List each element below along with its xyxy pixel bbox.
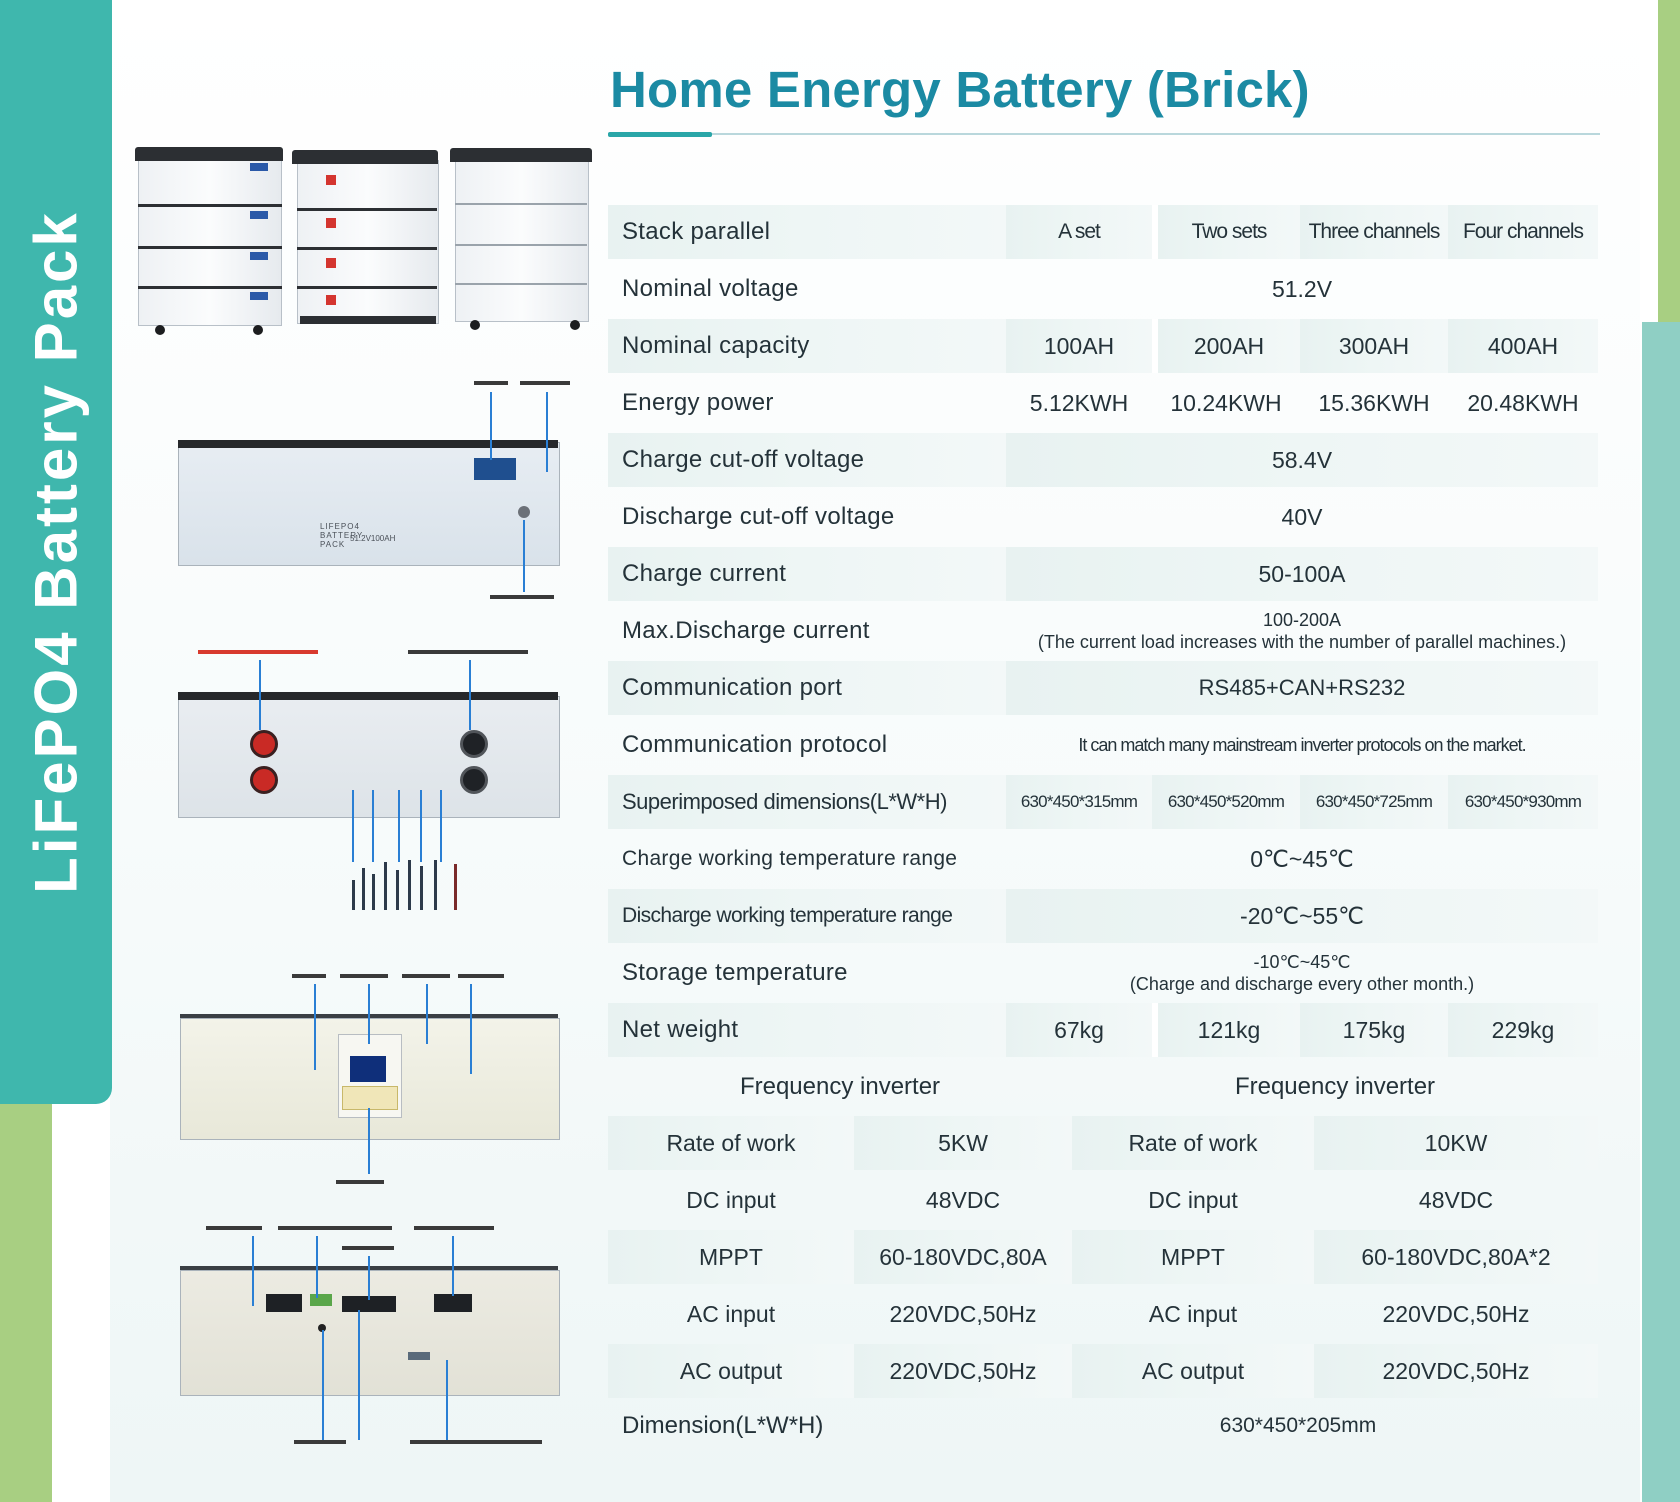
row-label: Nominal capacity — [608, 319, 1006, 373]
battery-stack-top — [135, 147, 283, 161]
label-bar — [434, 860, 437, 910]
callout-line — [523, 520, 525, 592]
wheel — [253, 325, 263, 335]
lcd-display — [250, 163, 268, 171]
module-divider — [297, 208, 437, 211]
callout-line — [314, 984, 316, 1070]
inverter-header-row — [608, 1061, 1598, 1113]
inverter-title-left: Frequency inverter — [739, 1073, 941, 1100]
callout-line — [470, 984, 472, 1074]
module-divider — [297, 247, 437, 250]
row-label: MPPT — [608, 1230, 854, 1284]
row-label: DC input — [686, 1186, 776, 1213]
negative-terminal — [460, 766, 488, 794]
inverter-title-right: Frequency inverter — [1234, 1073, 1436, 1100]
cell-value: 15.36KWH — [1318, 389, 1430, 416]
callout-line — [368, 984, 370, 1044]
module-divider — [297, 286, 437, 289]
cell-value: 10.24KWH — [1170, 389, 1282, 416]
wheel — [470, 320, 480, 330]
row-label: Charge current — [608, 547, 1006, 601]
left-green-strip — [0, 1080, 52, 1502]
callout-label — [292, 974, 326, 978]
callout-line — [426, 984, 428, 1044]
table-row — [608, 262, 1598, 316]
callout-label — [206, 1226, 262, 1230]
cell-value: 220VDC,50Hz — [889, 1300, 1037, 1327]
front-label-1: LIFEPO4 BATTERY PACK — [320, 522, 364, 549]
cell-value: 5.12KWH — [1029, 389, 1129, 416]
table-row — [608, 1344, 1598, 1398]
table-row — [608, 319, 1598, 373]
cell-value: 630*450*930mm — [1448, 775, 1598, 829]
cell-value-main: -10℃~45℃ — [1253, 952, 1351, 972]
cell-value: 58.4V — [1006, 433, 1598, 487]
callout-label — [198, 650, 318, 654]
callout-line — [316, 1236, 318, 1298]
cell-value: 630*450*315mm — [1006, 775, 1152, 829]
table-row — [608, 604, 1598, 658]
row-label: Rate of work — [608, 1116, 854, 1170]
cell-value: 121kg — [1152, 1003, 1300, 1057]
row-label: Superimposed dimensions(L*W*H) — [608, 775, 1006, 829]
cell-value: RS485+CAN+RS232 — [1006, 661, 1598, 715]
row-label: Max.Discharge current — [622, 617, 870, 644]
cell-value: 60-180VDC,80A — [854, 1230, 1072, 1284]
cell-value: 5KW — [854, 1116, 1072, 1170]
callout-line — [446, 1360, 448, 1440]
callout-label — [490, 595, 554, 599]
cell-value: 220VDC,50Hz — [1382, 1300, 1530, 1327]
page-title: Home Energy Battery (Brick) — [610, 61, 1310, 118]
callout-label — [336, 1180, 384, 1184]
positive-terminal — [250, 766, 278, 794]
table-row — [608, 376, 1598, 430]
port-callout-labels — [350, 860, 462, 910]
wheel — [155, 325, 165, 335]
cell-value: 48VDC — [1418, 1186, 1494, 1213]
table-row — [608, 832, 1598, 886]
cell-value: Two sets — [1152, 205, 1300, 259]
module-divider — [455, 203, 587, 205]
table-row — [608, 718, 1598, 772]
module-divider — [138, 286, 282, 289]
row-label: DC input — [1148, 1186, 1238, 1213]
cell-value: -20℃~55℃ — [1006, 889, 1598, 943]
red-terminal — [326, 258, 336, 268]
cell-value: 175kg — [1300, 1003, 1448, 1057]
table-row — [608, 1116, 1598, 1170]
right-green-strip — [1658, 0, 1680, 322]
title-rule — [608, 133, 1600, 135]
cell-value: 51.2V — [1271, 275, 1333, 302]
module-divider — [455, 283, 587, 285]
lcd-display — [250, 292, 268, 300]
battery-stack-top — [292, 150, 438, 164]
cell-value: 400AH — [1448, 319, 1598, 373]
cell-value: 67kg — [1006, 1003, 1152, 1057]
inverter-lcd — [350, 1056, 386, 1082]
row-label: Discharge cut-off voltage — [622, 503, 895, 530]
module-divider — [455, 244, 587, 246]
cell-value: 630*450*725mm — [1300, 775, 1448, 829]
lcd-display — [250, 211, 268, 219]
callout-line — [259, 660, 261, 730]
battery-stack-image — [138, 156, 282, 326]
cell-value: 220VDC,50Hz — [854, 1344, 1072, 1398]
cell-value-note: (Charge and discharge every other month.) — [1129, 974, 1475, 994]
side-title: LiFePO4 Battery Pack — [22, 210, 90, 894]
callout-label — [458, 974, 504, 978]
inverter-buttons — [342, 1086, 398, 1110]
cell-value: 20.48KWH — [1467, 389, 1579, 416]
right-teal-strip — [1642, 322, 1680, 1502]
cell-value: 40V — [1281, 503, 1323, 530]
cell-value: 100AH — [1006, 319, 1152, 373]
cell-value-note: (The current load increases with the number of parallel machines.) — [1037, 632, 1567, 652]
callout-label — [402, 974, 450, 978]
label-bar — [384, 862, 387, 910]
callout-label — [342, 1246, 394, 1250]
wheel — [570, 320, 580, 330]
table-row — [608, 775, 1598, 829]
row-label: AC output — [608, 1344, 854, 1398]
callout-label — [414, 1226, 494, 1230]
positive-terminal — [250, 730, 278, 758]
callout-label — [408, 650, 528, 654]
module-divider — [138, 246, 282, 249]
battery-stack-image — [455, 160, 589, 322]
callout-line — [420, 790, 422, 862]
callout-line — [368, 1256, 370, 1300]
module-divider — [138, 204, 282, 207]
label-bar — [408, 860, 411, 910]
front-label-2: 51.2V100AH — [350, 534, 396, 543]
terminal-block-green — [310, 1294, 332, 1306]
table-row — [608, 1003, 1598, 1057]
callout-line — [490, 392, 492, 460]
table-row — [608, 1173, 1598, 1227]
battery-stack-image — [297, 160, 439, 324]
dimension-row — [608, 1398, 1598, 1454]
inverter-rear — [180, 1270, 560, 1396]
callout-line — [546, 392, 548, 472]
negative-terminal — [460, 730, 488, 758]
table-row — [608, 433, 1598, 487]
row-label: AC input — [1148, 1300, 1238, 1327]
cell-value — [1006, 946, 1598, 1000]
callout-line — [368, 1108, 370, 1174]
comm-port — [408, 1352, 430, 1360]
cell-value: 48VDC — [925, 1186, 1001, 1213]
module-top-edge — [178, 440, 558, 448]
callout-line — [322, 1330, 324, 1440]
row-label: Storage temperature — [622, 959, 848, 986]
cell-value: 220VDC,50Hz — [1314, 1344, 1598, 1398]
label-bar — [352, 880, 355, 910]
row-label: Net weight — [608, 1003, 1006, 1057]
cell-value: 630*450*520mm — [1152, 775, 1300, 829]
power-button — [518, 506, 530, 518]
cell-value: Four channels — [1448, 205, 1598, 259]
table-row — [608, 946, 1598, 1000]
callout-line — [452, 1236, 454, 1296]
callout-line — [352, 790, 354, 862]
row-label: Energy power — [622, 389, 774, 416]
row-label: Communication port — [608, 661, 1006, 715]
row-label: MPPT — [1072, 1230, 1314, 1284]
cell-value: 300AH — [1300, 319, 1448, 373]
inverter-table — [608, 1058, 1598, 1401]
row-label: Nominal voltage — [622, 275, 799, 302]
callout-label — [294, 1440, 346, 1444]
callout-label — [410, 1440, 542, 1444]
label-bar — [362, 868, 365, 910]
cell-value: 630*450*205mm — [1219, 1414, 1377, 1437]
cell-value: 229kg — [1448, 1003, 1598, 1057]
title-rule-accent — [608, 132, 712, 137]
row-label: Stack parallel — [608, 205, 1006, 259]
label-bar — [454, 864, 457, 910]
callout-line — [358, 1310, 360, 1440]
battery-stack-top — [450, 148, 592, 162]
cell-value: 0℃~45℃ — [1250, 845, 1354, 872]
callout-label — [340, 974, 388, 978]
row-label: Charge working temperature range — [622, 847, 958, 870]
table-row — [608, 1230, 1598, 1284]
callout-line — [252, 1236, 254, 1306]
table-row — [608, 205, 1598, 259]
table-row — [608, 547, 1598, 601]
red-terminal — [326, 175, 336, 185]
row-label: Discharge working temperature range — [608, 889, 1006, 943]
row-label: Dimension(L*W*H) — [622, 1412, 824, 1439]
table-row — [608, 661, 1598, 715]
row-label: AC output — [1072, 1344, 1314, 1398]
table-row — [608, 1287, 1598, 1341]
row-label: Rate of work — [1072, 1116, 1314, 1170]
table-row — [608, 889, 1598, 943]
label-bar — [420, 866, 423, 910]
cell-value: A set — [1006, 205, 1152, 259]
callout-line — [440, 790, 442, 862]
terminal-block — [434, 1294, 472, 1312]
cell-value: 200AH — [1152, 319, 1300, 373]
red-terminal — [326, 218, 336, 228]
callout-label — [474, 381, 508, 385]
cell-value: 60-180VDC,80A*2 — [1314, 1230, 1598, 1284]
callout-line — [469, 660, 471, 730]
lcd-screen — [474, 458, 516, 480]
side-panel — [0, 0, 112, 1104]
cell-value — [1006, 604, 1598, 658]
cell-value: 10KW — [1314, 1116, 1598, 1170]
label-bar — [396, 870, 399, 910]
base-plate — [300, 316, 436, 324]
cell-value: 50-100A — [1006, 547, 1598, 601]
row-label: Communication protocol — [622, 731, 888, 758]
row-label: Charge cut-off voltage — [608, 433, 1006, 487]
terminal-block — [266, 1294, 302, 1312]
lcd-display — [250, 252, 268, 260]
module-top-edge — [178, 692, 558, 700]
red-terminal — [326, 295, 336, 305]
callout-line — [398, 790, 400, 862]
cell-value-main: 100-200A — [1262, 610, 1342, 630]
spec-table — [608, 202, 1598, 1060]
cell-value: Three channels — [1300, 205, 1448, 259]
row-label: AC input — [686, 1300, 776, 1327]
battery-module-rear — [178, 696, 560, 818]
callout-line — [372, 790, 374, 862]
callout-label — [278, 1226, 392, 1230]
cell-value: It can match many mainstream inverter protocols on the market. — [1078, 734, 1526, 755]
callout-label — [520, 381, 570, 385]
label-bar — [372, 874, 375, 910]
table-row — [608, 490, 1598, 544]
